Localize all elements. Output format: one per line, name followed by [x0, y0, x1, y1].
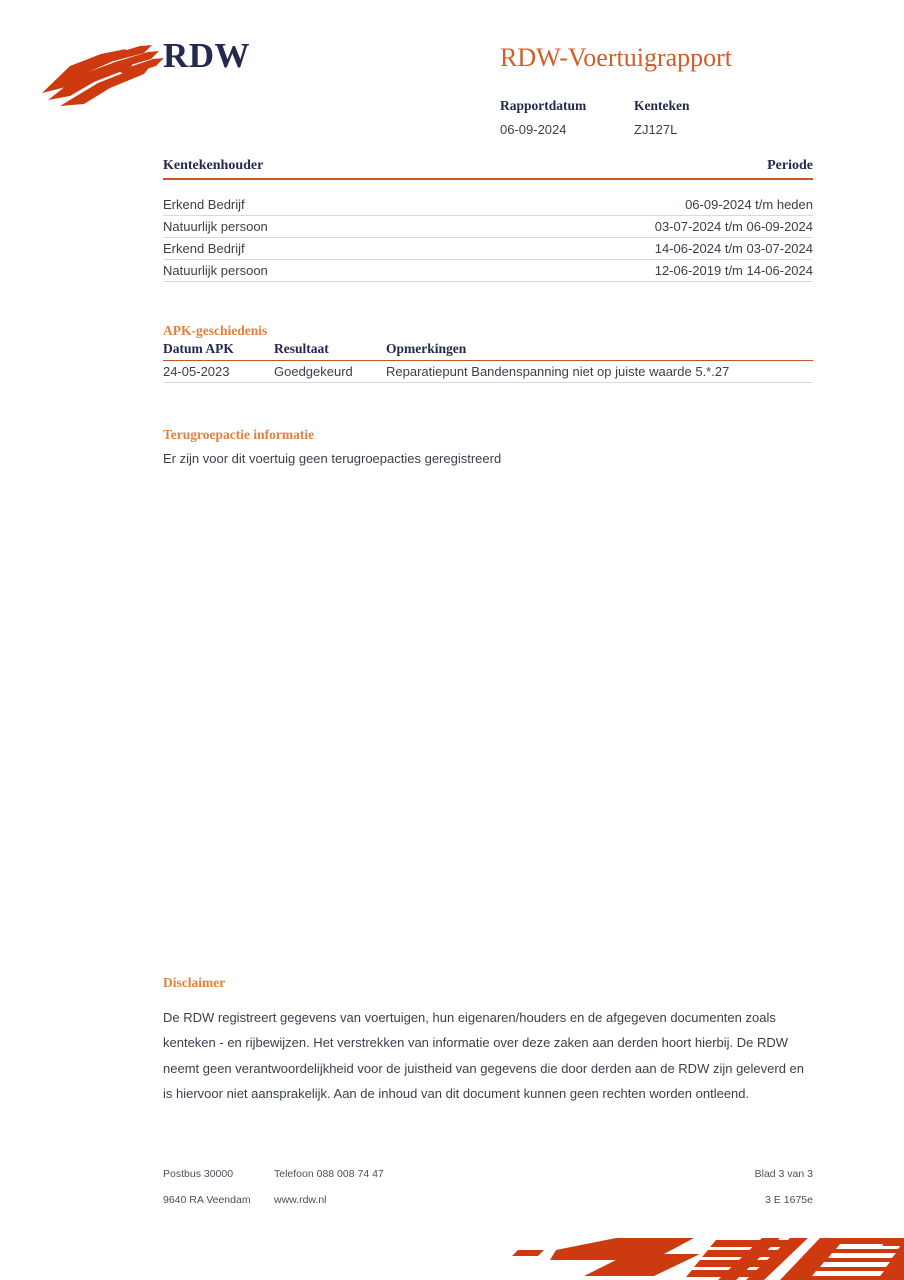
rdw-speed-stripes-icon — [504, 1228, 904, 1280]
cell-period: 06-09-2024 t/m heden — [685, 196, 813, 212]
apk-section — [163, 322, 813, 383]
kentekenhouder-header-row — [163, 158, 813, 178]
cell-holder: Erkend Bedrijf — [163, 240, 245, 256]
row-divider — [163, 281, 813, 282]
footer-address-line1: Postbus 30000 — [163, 1168, 234, 1180]
recall-section-title: Terugroepactie informatie — [163, 427, 315, 442]
disclaimer-section-text: De RDW registreert gegevens van voertuigen, hun eigenaren/houders en de afgegeven documenten zoals kenteken - en rijbewijzen. Het verstrekken van informatie over deze zaken aan derden hoort hierbij. De RDW neemt geen verantwoordelijkheid voor de juistheid van gegevens die door derden aan de RDW zijn geleverd en is hiervoor niet aansprakelijk. Aan de inhoud van dit document kunnen geen rechten worden ontleend. — [163, 1009, 805, 1101]
footer-website: www.rdw.nl — [274, 1194, 327, 1206]
column-header-opmerkingen: Opmerkingen — [386, 340, 467, 356]
column-header-periode: Periode — [767, 158, 813, 173]
table-row — [163, 238, 813, 259]
column-header-datum-apk: Datum APK — [163, 340, 234, 356]
cell-holder: Natuurlijk persoon — [163, 218, 268, 234]
disclaimer-section-title: Disclaimer — [163, 975, 226, 990]
footer-phone: Telefoon 088 008 74 47 — [274, 1168, 384, 1180]
meta-value-kenteken: ZJ127L — [634, 122, 678, 138]
recall-section-text: Er zijn voor dit voertuig geen terugroepacties geregistreerd — [163, 450, 502, 466]
apk-header-row — [163, 341, 813, 360]
footer-doc-code: 3 E 1675e — [765, 1194, 813, 1206]
meta-value-rapportdatum: 06-09-2024 — [500, 122, 567, 138]
footer-address-line2: 9640 RA Veendam — [163, 1194, 251, 1206]
brand-wordmark: RDW — [163, 36, 251, 75]
table-row — [163, 260, 813, 281]
table-row — [163, 361, 813, 382]
footer-row — [163, 1168, 813, 1194]
cell-period: 14-06-2024 t/m 03-07-2024 — [654, 240, 813, 256]
apk-section-title: APK-geschiedenis — [163, 323, 268, 338]
disclaimer-section — [163, 974, 813, 1106]
table-row — [163, 216, 813, 237]
spacer — [163, 180, 813, 194]
meta-field-rapportdatum — [500, 96, 634, 140]
meta-label-rapportdatum: Rapportdatum — [500, 98, 587, 113]
page-footer — [163, 1168, 813, 1220]
cell-period: 03-07-2024 t/m 06-09-2024 — [654, 218, 813, 234]
rdw-feather-logo-icon — [40, 30, 170, 115]
cell-apk-remarks: Reparatiepunt Bandenspanning niet op juiste waarde 5.*.27 — [386, 364, 730, 380]
meta-label-kenteken: Kenteken — [634, 98, 690, 113]
cell-apk-date: 24-05-2023 — [163, 364, 230, 380]
column-header-kentekenhouder: Kentekenhouder — [163, 158, 264, 173]
footer-row — [163, 1194, 813, 1220]
row-divider — [163, 382, 813, 383]
table-row — [163, 194, 813, 215]
kentekenhouder-section — [163, 158, 813, 282]
cell-holder: Erkend Bedrijf — [163, 196, 245, 212]
cell-apk-result: Goedgekeurd — [274, 364, 353, 380]
recall-section — [163, 426, 813, 468]
page-title: RDW-Voertuigrapport — [500, 43, 733, 72]
header-meta — [500, 96, 768, 140]
meta-field-kenteken — [634, 96, 768, 140]
cell-period: 12-06-2019 t/m 14-06-2024 — [654, 262, 813, 278]
footer-page-number: Blad 3 van 3 — [754, 1168, 813, 1180]
cell-holder: Natuurlijk persoon — [163, 262, 268, 278]
column-header-resultaat: Resultaat — [274, 340, 329, 356]
